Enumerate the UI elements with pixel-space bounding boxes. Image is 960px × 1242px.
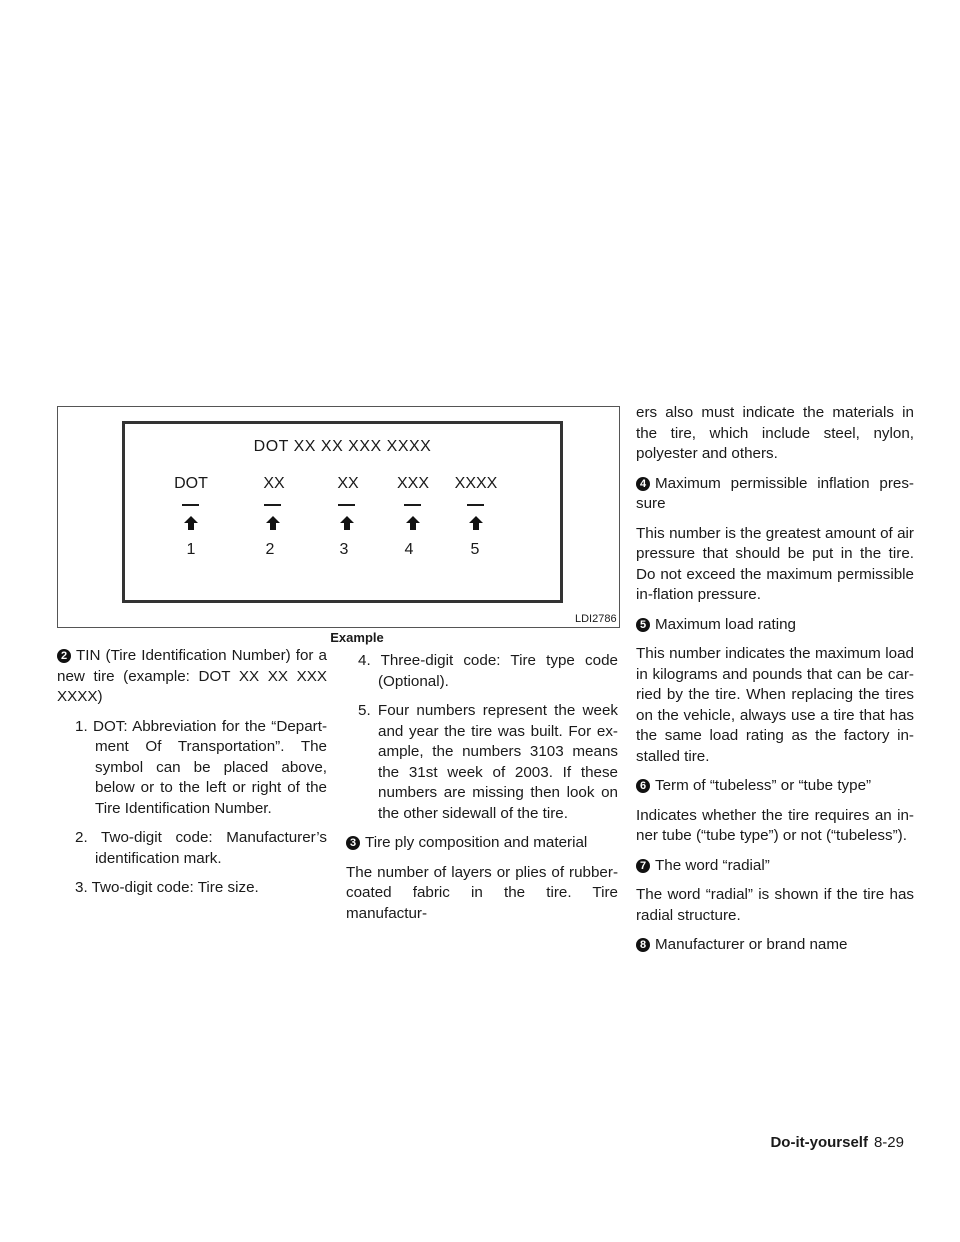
code-label-1: DOT [174,475,208,492]
section-3-title: Tire ply composition and material [365,834,588,851]
list-item-3: 3. Two-digit code: Tire size. [75,879,259,896]
section-7-title: The word “radial” [655,856,770,874]
section-8-title: Manufacturer or brand name [655,936,848,953]
dash-1 [182,504,199,506]
figure-caption: Example [330,630,384,645]
section-4-body: This number is the greatest amount of air pressure that should be put in the tire. Do not exceed the maximum permissible in-flation pressure. [636,524,914,603]
dash-2 [264,504,281,506]
up-arrow-icon [468,515,484,531]
section-7-body: The word “radial” is shown if the tire has radial structure. [636,886,914,924]
section-6-body: Indicates whether the tire requires an in-ner tube (“tube type”) or not (“tubeless”). [636,806,914,844]
section-3-body: The number of layers or plies of rubber-coated fabric in the tire. Tire manufactur- [346,863,618,922]
callout-marker-8: 8 [636,938,650,952]
up-arrow-icon [405,515,421,531]
list-item-2: 2. Two-digit code: Manufacturer’s identification mark. [75,829,327,867]
up-arrow-icon [183,515,199,531]
position-number-1: 1 [186,541,196,558]
list-item-5: 5. Four numbers represent the week and year the tire was built. For ex-ample, the numbers 3103 means the 31st week of 2003. If these numbers are missing then look on the other sidewall of the tire. [358,702,618,822]
section-2-heading: TIN (Tire Identification Number) for a new tire (example: DOT XX XX XXX XXXX) [57,647,327,705]
dash-5 [467,504,484,506]
dash-3 [338,504,355,506]
section-3-body-cont: ers also must indicate the materials in the tire, which include steel, nylon, polyester and others. [636,404,914,462]
position-number-3: 3 [339,541,349,558]
section-8-heading [636,935,914,956]
section-2 [57,646,327,708]
position-number-5: 5 [470,541,480,558]
section-4-title: Maximum permissible inflation pres-sure [636,474,914,512]
up-arrow-icon [339,515,355,531]
section-5-heading [636,615,914,636]
tin-example-title: DOT XX XX XXX XXXX [253,438,432,455]
section-3-heading [346,833,618,854]
callout-marker-4: 4 [636,477,650,491]
dash-4 [404,504,421,506]
position-number-2: 2 [265,541,275,558]
code-label-2: XX [263,475,285,492]
section-6-heading [636,776,914,797]
code-label-3: XX [337,475,359,492]
column-1 [57,646,327,908]
callout-marker-5: 5 [636,618,650,632]
section-6-title: Term of “tubeless” or “tube type” [655,777,872,794]
column-2 [346,651,618,933]
list-item-1: 1. DOT: Abbreviation for the “Depart-ment Of Transportation”. The symbol can be placed above, below or to the left or right of the Tire Identification Number. [75,717,327,817]
callout-marker-3: 3 [346,836,360,850]
section-7-heading [636,856,914,877]
callout-marker-2: 2 [57,649,71,663]
section-5-body: This number indicates the maximum load in kilograms and pounds that can be car-ried by the tire. When replacing the tires on the vehicle, always use a tire that has the same load rating as the factory in-stalled tire. [636,645,914,765]
figure-id: LDI2786 [575,613,617,625]
code-label-5: XXXX [454,475,498,492]
section-4-heading [636,474,914,515]
page-number: 8-29 [873,1134,904,1151]
code-label-4: XXX [396,475,429,492]
section-5-title: Maximum load rating [655,615,796,633]
list-item-4: 4. Three-digit code: Tire type code (Optional). [358,652,618,690]
section-name: Do-it-yourself [770,1134,868,1151]
page-footer [770,1134,904,1151]
column-3 [636,403,914,965]
callout-marker-6: 6 [636,779,650,793]
up-arrow-icon [265,515,281,531]
callout-marker-7: 7 [636,859,650,873]
position-number-4: 4 [404,541,414,558]
